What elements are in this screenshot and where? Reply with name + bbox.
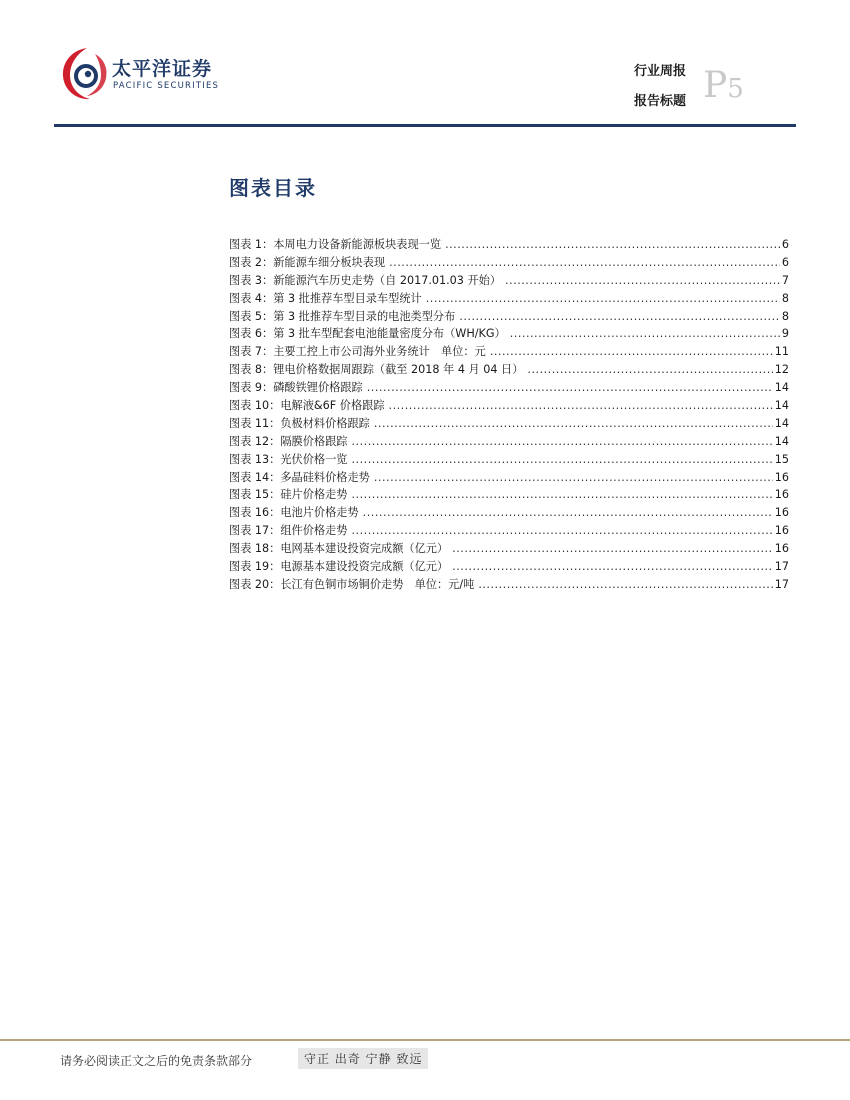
toc-dot-leader [452, 540, 773, 558]
toc-entry-page: 9 [781, 327, 789, 341]
toc-entry-label: 图表 18：电网基本建设投资完成额（亿元） [229, 542, 449, 556]
toc-entry-page: 12 [774, 363, 789, 377]
toc-entry-label: 图表 6：第 3 批车型配套电池能量密度分布（WH/KG） [229, 327, 506, 341]
toc-entry-label: 图表 4：第 3 批推荐车型目录车型统计 [229, 291, 422, 305]
toc-entry-page: 6 [781, 238, 789, 251]
toc-dot-leader [351, 522, 772, 540]
toc-entry[interactable] [229, 522, 789, 540]
toc-entry-label: 图表 8：锂电价格数据周跟踪（截至 2018 年 4 月 04 日） [229, 363, 524, 377]
toc-dot-leader [459, 308, 780, 326]
toc-dot-leader [351, 433, 772, 451]
toc-dot-leader [426, 290, 780, 308]
page-number [703, 65, 744, 106]
footer-slogan: 守正 出奇 宁静 致远 [298, 1048, 428, 1069]
toc-entry-label: 图表 2：新能源车细分板块表现 [229, 255, 386, 269]
toc-entry[interactable] [229, 540, 789, 558]
toc-entry[interactable] [229, 558, 789, 576]
toc-entry-page: 15 [774, 452, 789, 466]
toc-entry[interactable] [229, 272, 789, 290]
footer-divider [0, 1039, 850, 1041]
toc-entry-label: 图表 15：硅片价格走势 [229, 488, 348, 502]
toc-entry-label: 图表 11：负极材料价格跟踪 [229, 416, 370, 430]
toc-dot-leader [445, 236, 780, 254]
page-header [0, 0, 850, 130]
toc-dot-leader [389, 254, 780, 272]
toc-dot-leader [374, 469, 773, 487]
toc-entry[interactable] [229, 290, 789, 308]
toc-entry-label: 图表 9：磷酸铁锂价格跟踪 [229, 381, 363, 395]
toc-entry-label: 图表 7：主要工控上市公司海外业务统计 单位：元 [229, 345, 486, 359]
footer-disclaimer: 请务必阅读正文之后的免责条款部分 [60, 1054, 253, 1068]
toc-entry-label: 图表 3：新能源汽车历史走势（自 2017.01.03 开始） [229, 273, 502, 287]
logo-english-name: PACIFIC SECURITIES [113, 81, 220, 91]
toc-entry[interactable] [229, 308, 789, 326]
toc-dot-leader [527, 361, 772, 379]
toc-entry[interactable] [229, 397, 789, 415]
toc-entry-label: 图表 16：电池片价格走势 [229, 506, 359, 520]
toc-entry-label: 图表 1：本周电力设备新能源板块表现一览 [229, 238, 442, 251]
toc-dot-leader [505, 272, 780, 290]
toc-entry-page: 16 [774, 488, 789, 502]
toc-entry[interactable] [229, 343, 789, 361]
toc-entry-label: 图表 20：长江有色铜市场铜价走势 单位：元/吨 [229, 577, 475, 591]
toc-entry-page: 16 [774, 506, 789, 520]
toc-entry[interactable] [229, 433, 789, 451]
toc-entry-page: 6 [781, 255, 789, 269]
toc-heading: 图表目录 [229, 176, 317, 200]
toc-dot-leader [490, 343, 773, 361]
toc-entry-page: 16 [774, 542, 789, 556]
toc-entry-page: 14 [774, 399, 789, 413]
toc-entry-page: 17 [774, 577, 789, 591]
toc-dot-leader [452, 558, 773, 576]
toc-entry-page: 7 [781, 273, 789, 287]
toc-entry[interactable] [229, 469, 789, 487]
toc-entry-page: 14 [774, 381, 789, 395]
company-logo [60, 44, 260, 104]
toc-entry-page: 17 [774, 560, 789, 574]
toc-dot-leader [363, 504, 773, 522]
page-number-letter: P [703, 65, 728, 106]
toc-entry-page: 8 [781, 291, 789, 305]
logo-chinese-name: 太平洋证券 [112, 58, 213, 80]
toc-entry-label: 图表 19：电源基本建设投资完成额（亿元） [229, 560, 449, 574]
toc-entry-label: 图表 14：多晶硅料价格走势 [229, 470, 370, 484]
toc-entry-page: 16 [774, 524, 789, 538]
toc-entry-page: 16 [774, 470, 789, 484]
toc-entry-label: 图表 10：电解液&6F 价格跟踪 [229, 399, 385, 413]
toc-dot-leader [367, 379, 773, 397]
header-divider [54, 124, 796, 127]
toc-entry-page: 8 [781, 309, 789, 323]
toc-dot-leader [478, 576, 772, 594]
toc-entry-label: 图表 13：光伏价格一览 [229, 452, 348, 466]
toc-dot-leader [510, 325, 780, 343]
toc-dot-leader [389, 397, 773, 415]
toc-entry[interactable] [229, 415, 789, 433]
toc-entry-page: 14 [774, 434, 789, 448]
toc-dot-leader [374, 415, 773, 433]
toc-entry-page: 11 [774, 345, 789, 359]
report-type-label: 行业周报 [633, 64, 686, 79]
toc-list [229, 236, 789, 594]
toc-entry-label: 图表 12：隔膜价格跟踪 [229, 434, 348, 448]
toc-entry[interactable] [229, 361, 789, 379]
logo-emblem-icon [60, 44, 110, 104]
page-number-digit: 5 [727, 74, 744, 104]
toc-entry-label: 图表 17：组件价格走势 [229, 524, 348, 538]
toc-entry[interactable] [229, 486, 789, 504]
report-title-label: 报告标题 [633, 94, 686, 109]
toc-entry[interactable] [229, 236, 789, 254]
toc-entry[interactable] [229, 504, 789, 522]
toc-entry-page: 14 [774, 416, 789, 430]
toc-entry[interactable] [229, 451, 789, 469]
toc-entry-label: 图表 5：第 3 批推荐车型目录的电池类型分布 [229, 309, 456, 323]
toc-dot-leader [351, 486, 772, 504]
toc-entry[interactable] [229, 379, 789, 397]
toc-entry[interactable] [229, 254, 789, 272]
toc-entry[interactable] [229, 576, 789, 594]
toc-entry[interactable] [229, 325, 789, 343]
toc-dot-leader [351, 451, 772, 469]
